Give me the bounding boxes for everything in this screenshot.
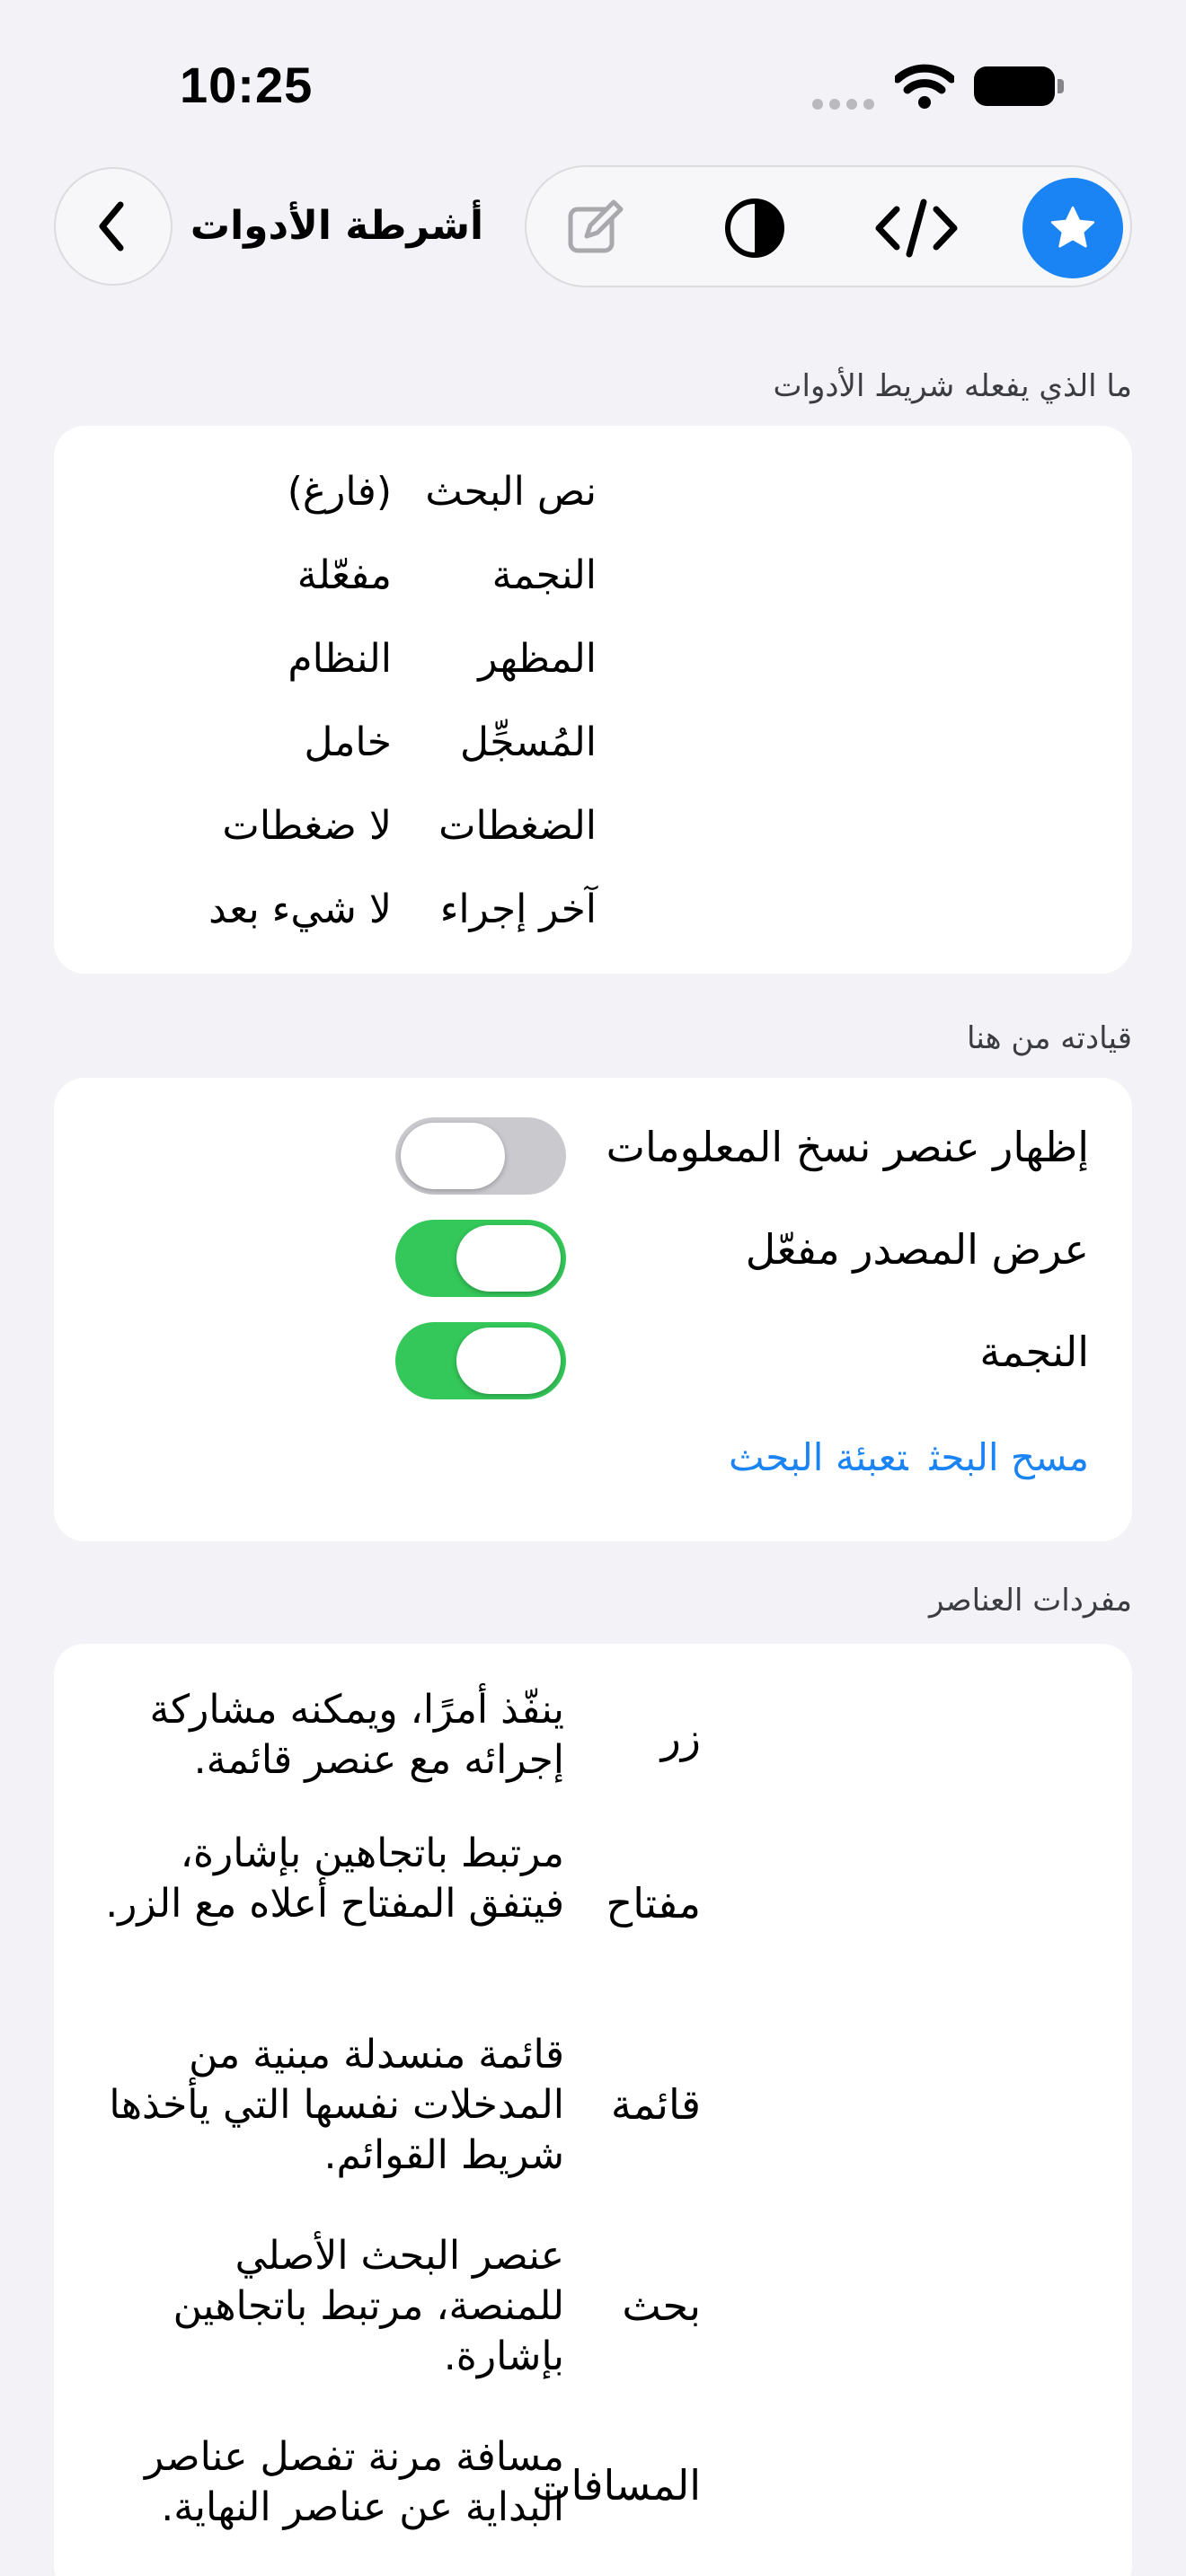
status-value: (فارغ) [287,469,392,515]
toggle-row-star [54,1306,1132,1408]
toggle-label: عرض المصدر مفعّل [745,1225,1089,1274]
clear-search-button[interactable]: مسح البحث [929,1435,1089,1479]
status-key: نص البحث [425,469,597,515]
code-icon [873,197,960,260]
controls-card [54,1078,1132,1541]
toggle-label: إظهار عنصر نسخ المعلومات [606,1123,1089,1171]
status-row [54,620,1132,703]
status-key: آخر إجراء [439,887,597,932]
vocab-description: ينفّذ أمرًا، ويمكنه مشاركة إجرائه مع عنصر قائمة. [149,1687,564,1783]
toggle-row-view-source [54,1204,1132,1306]
star-icon [1047,202,1099,254]
vocab-description: مسافة مرنة تفصل عناصر البداية عن عناصر النهاية. [144,2434,564,2530]
search-actions [707,1435,1089,1479]
signal-dots-icon [812,99,875,111]
section-header-what-it-does: ما الذي يفعله شريط الأدوات [773,368,1132,404]
status-row [54,453,1132,536]
copy-info-toggle[interactable] [395,1117,566,1195]
status-row [54,787,1132,870]
vocab-term: قائمة [610,2080,701,2129]
page-title: أشرطة الأدوات [190,203,484,249]
code-button[interactable] [868,180,965,277]
status-value: خامل [304,719,392,765]
status-key: المُسجِّل [459,719,597,765]
star-button[interactable] [1022,178,1123,278]
section-header-drive: قيادته من هنا [967,1020,1132,1056]
status-key: النجمة [491,552,597,598]
toggle-label: النجمة [979,1328,1089,1376]
appearance-icon [722,196,787,260]
compose-button[interactable] [546,180,643,277]
vocab-description: عنصر البحث الأصلي للمنصة، مرتبط باتجاهين بإشارة. [173,2233,564,2379]
vocab-term: مفتاح [606,1879,701,1928]
vocab-description: مرتبط باتجاهين بإشارة، فيتفق المفتاح أعلاه مع الزر. [105,1831,564,1927]
vocab-term: بحث [622,2281,701,2330]
status-row [54,703,1132,787]
vocab-term: زر [660,1714,701,1762]
toolbar [525,165,1132,287]
chevron-left-icon [92,199,135,253]
status-value: مفعّلة [296,552,392,598]
status-key: الضغطات [438,803,597,849]
back-button[interactable] [54,167,173,286]
wifi-icon [895,63,954,110]
status-time: 10:25 [180,57,314,113]
fill-search-button[interactable]: تعبئة البحث [728,1435,908,1479]
status-card [54,426,1132,974]
vocabulary-card [54,1644,1132,2576]
vocab-description: قائمة منسدلة مبنية من المدخلات نفسها التي يأخذها شريط القوائم. [109,2032,564,2178]
status-row [54,870,1132,954]
status-value: لا شيء بعد [208,887,392,932]
status-key: المظهر [478,636,597,682]
toggle-row-copy-info [54,1101,1132,1204]
compose-icon [563,197,626,260]
vocab-term: المسافات [532,2461,701,2510]
star-toggle[interactable] [395,1322,566,1399]
status-value: النظام [288,636,392,682]
status-row [54,536,1132,620]
status-value: لا ضغطات [222,803,392,849]
view-source-toggle[interactable] [395,1220,566,1297]
battery-icon [974,66,1064,106]
appearance-button[interactable] [706,180,803,277]
section-header-vocabulary: مفردات العناصر [928,1583,1132,1619]
